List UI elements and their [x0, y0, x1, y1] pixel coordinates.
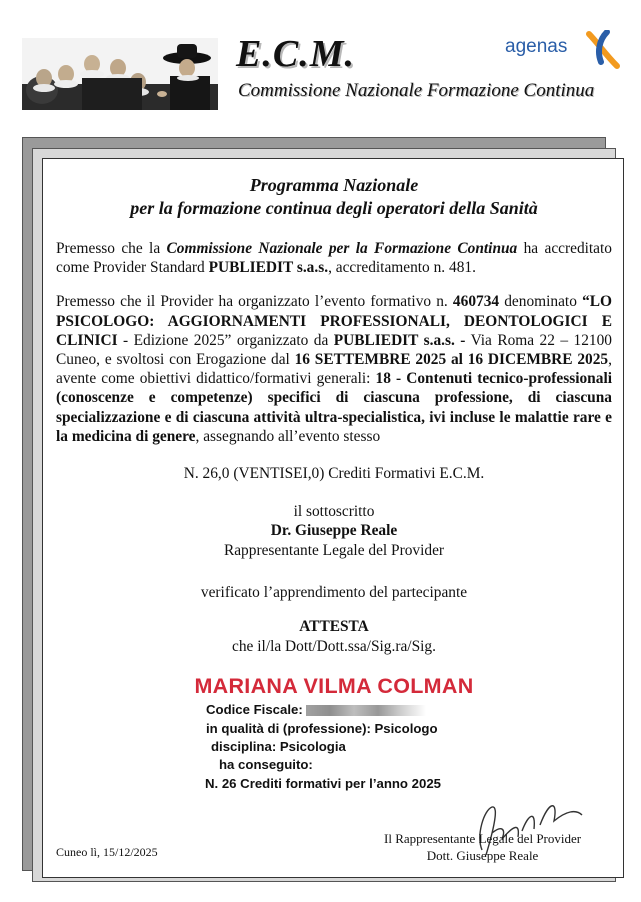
agenas-logo-text: agenas: [505, 36, 568, 57]
obtained-line: ha conseguito:: [219, 757, 313, 773]
text: Premesso che la: [56, 240, 167, 257]
participant-details: [206, 701, 612, 793]
text: organizzato da: [231, 331, 334, 349]
anatomy-lesson-painting: [22, 38, 218, 110]
provider-name: PUBLIEDIT s.a.s.: [208, 259, 329, 277]
attesta-heading: ATTESTA: [299, 618, 369, 635]
accreditation-paragraph: [56, 239, 612, 277]
event-dates: 16 SETTEMBRE 2025 al 16 DICEMBRE 2025: [294, 351, 609, 369]
undersigned-label: il sottoscritto: [293, 502, 375, 520]
program-line-1: Programma Nazionale: [249, 175, 419, 195]
signer-name: Dr. Giuseppe Reale: [270, 522, 398, 540]
program-heading: [56, 174, 612, 220]
program-line-2: per la formazione continua degli operatori della Sanità: [130, 198, 538, 218]
footer-signature-block: [384, 830, 581, 864]
footer-name: Dott. Giuseppe Reale: [426, 848, 539, 863]
credits-line: N. 26,0 (VENTISEI,0) Crediti Formativi E.C.M.: [183, 465, 485, 483]
text: , accreditamento n. 481.: [328, 259, 476, 277]
signer-role: Rappresentante Legale del Provider: [223, 541, 445, 559]
event-edition: - Edizione 2025”: [117, 331, 232, 349]
text: , avente come obiettivi didattico/formativi generali:: [56, 351, 612, 388]
agenas-mark-icon: [583, 30, 623, 70]
profession-line: in qualità di (professione): Psicologo: [206, 720, 438, 736]
header: [0, 0, 641, 120]
text: Premesso che il Provider ha organizzato l’evento formativo n.: [56, 293, 453, 311]
event-number: 460734: [452, 293, 500, 311]
event-paragraph: [56, 292, 612, 446]
commission-name: Commissione Nazionale per la Formazione Continua: [166, 240, 518, 257]
provider-address: Via Roma 22 – 12100 Cuneo, e svoltosi con Erogazione dal: [56, 331, 612, 369]
participant-title-line: che il/la Dott/Dott.ssa/Sig.ra/Sig.: [232, 637, 436, 655]
ecm-title: E.C.M.: [236, 33, 355, 75]
ecm-subtitle: Commissione Nazionale Formazione Continua: [238, 80, 595, 101]
text: ha accreditato come Provider Standard: [56, 240, 612, 277]
fiscal-code-redacted: [306, 705, 426, 716]
text: denominato: [499, 293, 583, 311]
event-objective: 18 - Contenuti tecnico-professionali (conoscenze e competenze) specifici di ciascuna professione, di ciascuna specializzazione e di ciascuna attività ultra-specialistica, ivi incluse le malattie rare e la medicina di genere: [56, 370, 612, 445]
fiscal-code-label: Codice Fiscale:: [206, 702, 303, 718]
credits-obtained-line: N. 26 Crediti formativi per l’anno 2025: [205, 775, 441, 791]
verification-text: verificato l’apprendimento del partecipante: [200, 584, 468, 602]
fiscal-code-line: [206, 701, 612, 719]
event-title: “LO PSICOLOGO: AGGIORNAMENTI PROFESSIONALI, DEONTOLOGICI E CLINICI: [56, 293, 612, 349]
agenas-logo: [505, 30, 623, 72]
certificate-content: [56, 170, 612, 793]
provider-name: PUBLIEDIT s.a.s. -: [333, 331, 466, 349]
discipline-line: disciplina: Psicologia: [211, 739, 346, 754]
participant-name: MARIANA VILMA COLMAN: [194, 674, 474, 699]
footer-role: Il Rappresentante Legale del Provider: [384, 831, 582, 846]
place-date: Cuneo lì, 15/12/2025: [56, 845, 158, 859]
text: , assegnando all’evento stesso: [195, 427, 381, 445]
